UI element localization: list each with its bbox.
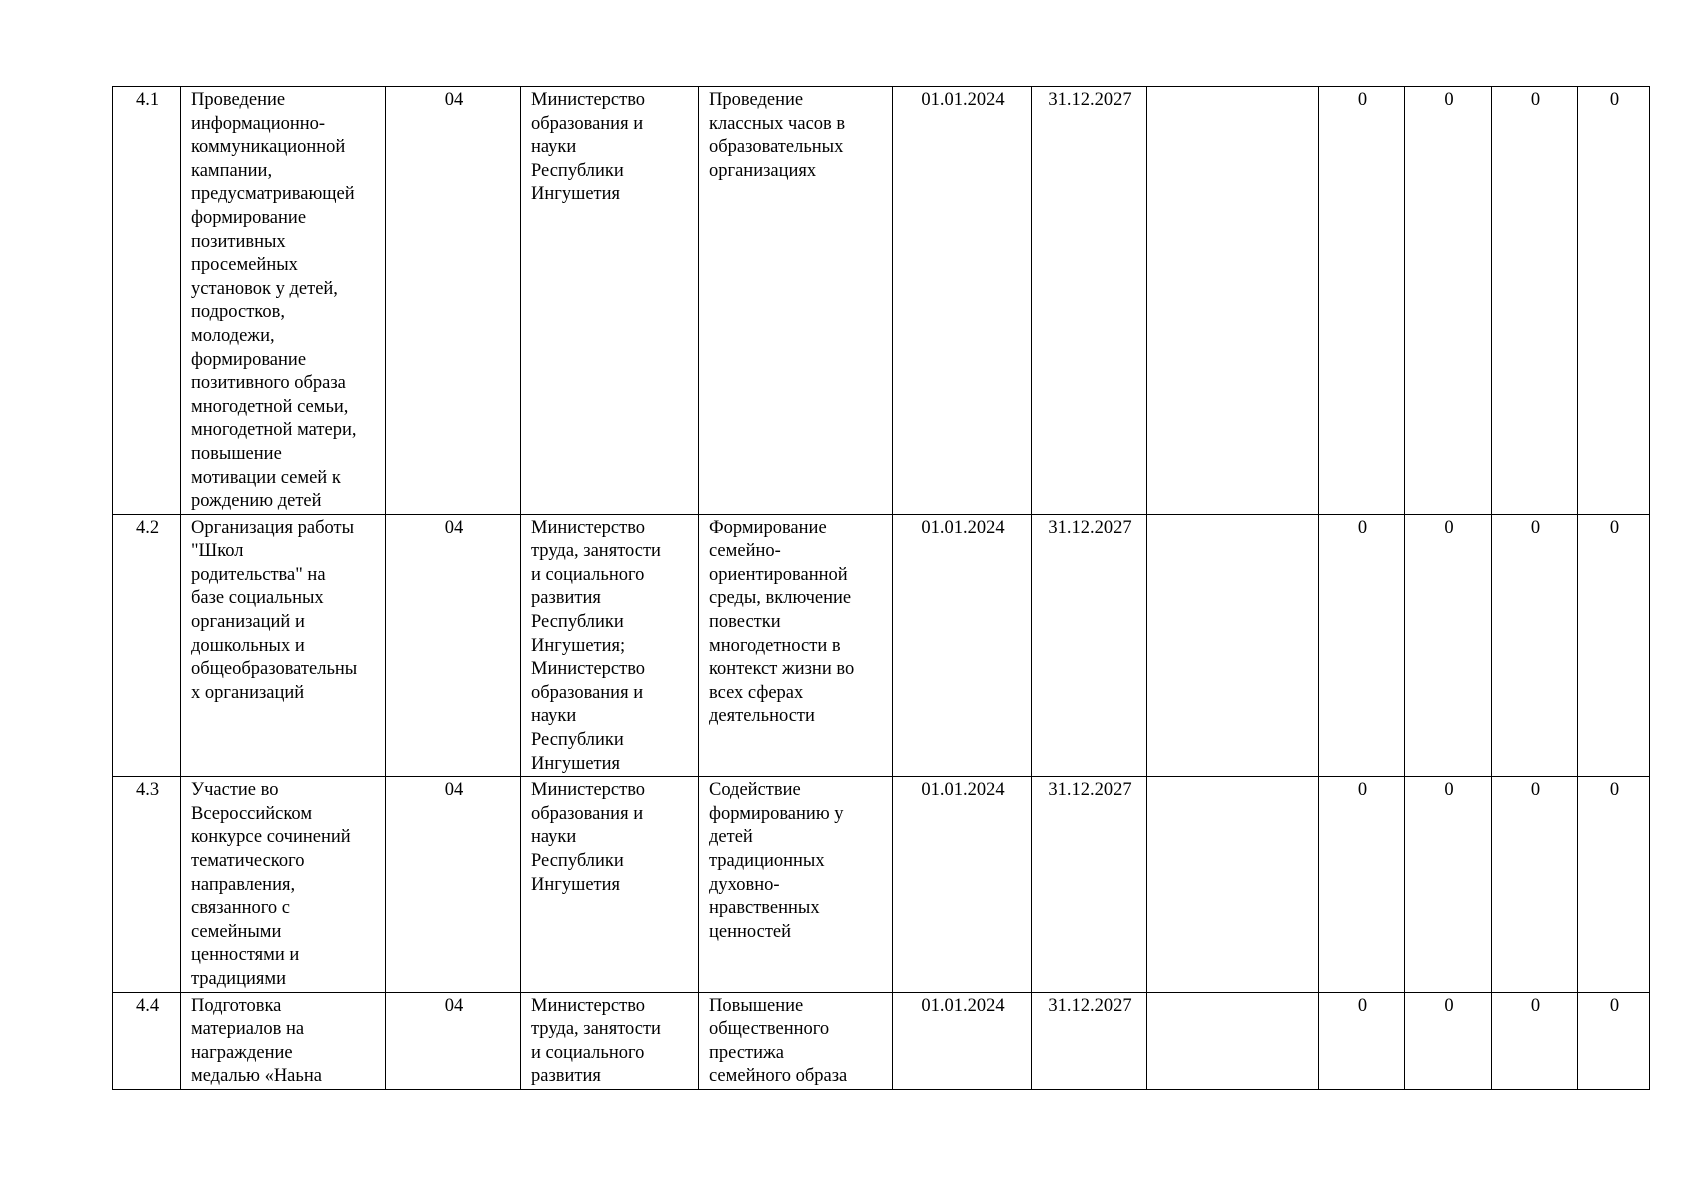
expected-result-line: нравственных: [709, 898, 820, 919]
event-description-line: направления,: [191, 874, 296, 895]
event-description-line: формирование: [191, 349, 307, 370]
end-date: 31.12.2027: [1032, 514, 1147, 777]
event-description: [181, 992, 386, 1089]
executor-line: науки: [531, 706, 577, 727]
event-description-line: награждение: [191, 1042, 293, 1063]
table-row: [113, 87, 1650, 515]
executor-line: Министерство: [531, 780, 646, 801]
expected-result: [699, 514, 893, 777]
executor-line: и социального: [531, 564, 645, 585]
event-description-line: базе социальных: [191, 588, 324, 609]
value-1: 0: [1319, 87, 1405, 515]
event-description-line: просемейных: [191, 255, 298, 276]
expected-result-line: образовательных: [709, 137, 844, 158]
value-1: 0: [1319, 514, 1405, 777]
value-2: 0: [1405, 514, 1492, 777]
expected-result-line: среды, включение: [709, 588, 852, 609]
executor: [521, 514, 699, 777]
value-2: 0: [1405, 87, 1492, 515]
value-4: 0: [1578, 992, 1650, 1089]
executor-line: Республики: [531, 851, 624, 871]
executor-line: развития: [531, 588, 601, 609]
event-description-line: подростков,: [191, 302, 285, 323]
event-description-line: традициями: [191, 968, 287, 989]
event-description-line: многодетной семьи,: [191, 396, 349, 417]
event-description-line: Участие во: [191, 780, 279, 801]
expected-result: [699, 992, 893, 1089]
executor-line: Ингушетия: [531, 874, 621, 895]
executor-line: образования и: [531, 113, 644, 134]
value-2: 0: [1405, 992, 1492, 1089]
events-table: [112, 86, 1650, 1090]
table-row: [113, 992, 1650, 1089]
executor-line: труда, занятости: [531, 1019, 661, 1040]
event-description-line: Организация работы: [191, 517, 355, 538]
event-description-line: связанного с: [191, 898, 290, 919]
row-number: 4.3: [113, 777, 181, 992]
event-description-line: рождению детей: [191, 491, 322, 512]
program-code: 04: [386, 777, 521, 992]
event-description: [181, 514, 386, 777]
event-description-line: позитивных: [191, 231, 286, 252]
event-description-line: организаций и: [191, 612, 305, 633]
note-cell: [1147, 87, 1319, 515]
event-description-line: дошкольных и: [191, 635, 305, 656]
expected-result-line: деятельности: [709, 706, 815, 727]
executor: [521, 992, 699, 1089]
event-description-line: кампании,: [191, 160, 273, 181]
expected-result: [699, 777, 893, 992]
value-3: 0: [1492, 992, 1578, 1089]
event-description-line: Всероссийском: [191, 803, 313, 824]
executor-line: Ингушетия;: [531, 635, 626, 656]
start-date: 01.01.2024: [893, 87, 1032, 515]
table-row: [113, 514, 1650, 777]
table-body: [113, 87, 1650, 1090]
expected-result-line: всех сферах: [709, 682, 804, 703]
event-description-line: х организаций: [191, 682, 305, 703]
row-number: 4.2: [113, 514, 181, 777]
event-description-line: информационно-: [191, 113, 326, 134]
event-description-line: Проведение: [191, 90, 286, 110]
value-2: 0: [1405, 777, 1492, 992]
expected-result-line: многодетности в: [709, 635, 841, 656]
value-3: 0: [1492, 514, 1578, 777]
value-1: 0: [1319, 992, 1405, 1089]
end-date: 31.12.2027: [1032, 992, 1147, 1089]
expected-result-line: семейно-: [709, 541, 781, 562]
expected-result-line: Содействие: [709, 780, 801, 801]
expected-result-line: формированию у: [709, 803, 844, 824]
event-description-line: позитивного образа: [191, 373, 346, 394]
executor-line: Министерство: [531, 90, 646, 110]
event-description-line: коммуникационной: [191, 137, 346, 158]
expected-result-line: духовно-: [709, 874, 780, 895]
event-description: [181, 87, 386, 515]
executor-line: Ингушетия: [531, 753, 621, 774]
executor-line: и социального: [531, 1042, 645, 1063]
expected-result: [699, 87, 893, 515]
executor-line: Министерство: [531, 995, 646, 1016]
expected-result-line: ориентированной: [709, 564, 848, 585]
event-description-line: тематического: [191, 851, 305, 871]
note-cell: [1147, 992, 1319, 1089]
expected-result-line: традиционных: [709, 851, 825, 871]
executor: [521, 777, 699, 992]
expected-result-line: Повышение: [709, 995, 804, 1016]
row-number: 4.1: [113, 87, 181, 515]
note-cell: [1147, 777, 1319, 992]
executor-line: развития: [531, 1066, 601, 1087]
expected-result-line: классных часов в: [709, 113, 846, 134]
executor-line: Ингушетия: [531, 184, 621, 205]
expected-result-line: Формирование: [709, 517, 827, 538]
value-1: 0: [1319, 777, 1405, 992]
event-description-line: многодетной матери,: [191, 420, 357, 441]
row-number: 4.4: [113, 992, 181, 1089]
end-date: 31.12.2027: [1032, 87, 1147, 515]
note-cell: [1147, 514, 1319, 777]
end-date: 31.12.2027: [1032, 777, 1147, 992]
value-3: 0: [1492, 87, 1578, 515]
start-date: 01.01.2024: [893, 992, 1032, 1089]
event-description-line: установок у детей,: [191, 278, 338, 299]
executor-line: Министерство: [531, 517, 646, 538]
expected-result-line: повестки: [709, 612, 781, 633]
event-description-line: мотивации семей к: [191, 467, 341, 488]
expected-result-line: престижа: [709, 1042, 785, 1063]
event-description-line: предусматривающей: [191, 184, 355, 205]
table-row: [113, 777, 1650, 992]
executor-line: труда, занятости: [531, 541, 661, 562]
event-description-line: Подготовка: [191, 995, 282, 1016]
expected-result-line: Проведение: [709, 90, 804, 110]
executor-line: образования и: [531, 803, 644, 824]
event-description-line: семейными: [191, 921, 282, 942]
expected-result-line: контекст жизни во: [709, 659, 855, 680]
event-description-line: "Школ: [191, 541, 244, 562]
event-description: [181, 777, 386, 992]
executor: [521, 87, 699, 515]
start-date: 01.01.2024: [893, 514, 1032, 777]
event-description-line: молодежи,: [191, 325, 275, 346]
executor-line: Министерство: [531, 659, 646, 680]
value-4: 0: [1578, 777, 1650, 992]
event-description-line: медалью «Наьна: [191, 1066, 322, 1087]
event-description-line: ценностями и: [191, 945, 300, 966]
expected-result-line: общественного: [709, 1019, 830, 1040]
program-code: 04: [386, 992, 521, 1089]
event-description-line: повышение: [191, 443, 282, 464]
event-description-line: родительства" на: [191, 564, 326, 585]
event-description-line: конкурсе сочинений: [191, 827, 351, 848]
executor-line: Республики: [531, 612, 624, 633]
expected-result-line: организациях: [709, 160, 817, 181]
executor-line: Республики: [531, 730, 624, 751]
event-description-line: формирование: [191, 207, 307, 228]
value-3: 0: [1492, 777, 1578, 992]
value-4: 0: [1578, 514, 1650, 777]
start-date: 01.01.2024: [893, 777, 1032, 992]
executor-line: науки: [531, 137, 577, 158]
executor-line: науки: [531, 827, 577, 848]
executor-line: Республики: [531, 160, 624, 181]
event-description-line: общеобразовательны: [191, 659, 358, 680]
program-code: 04: [386, 514, 521, 777]
executor-line: образования и: [531, 682, 644, 703]
expected-result-line: ценностей: [709, 921, 792, 942]
program-code: 04: [386, 87, 521, 515]
expected-result-line: детей: [709, 827, 753, 848]
expected-result-line: семейного образа: [709, 1066, 848, 1087]
event-description-line: материалов на: [191, 1019, 305, 1040]
value-4: 0: [1578, 87, 1650, 515]
